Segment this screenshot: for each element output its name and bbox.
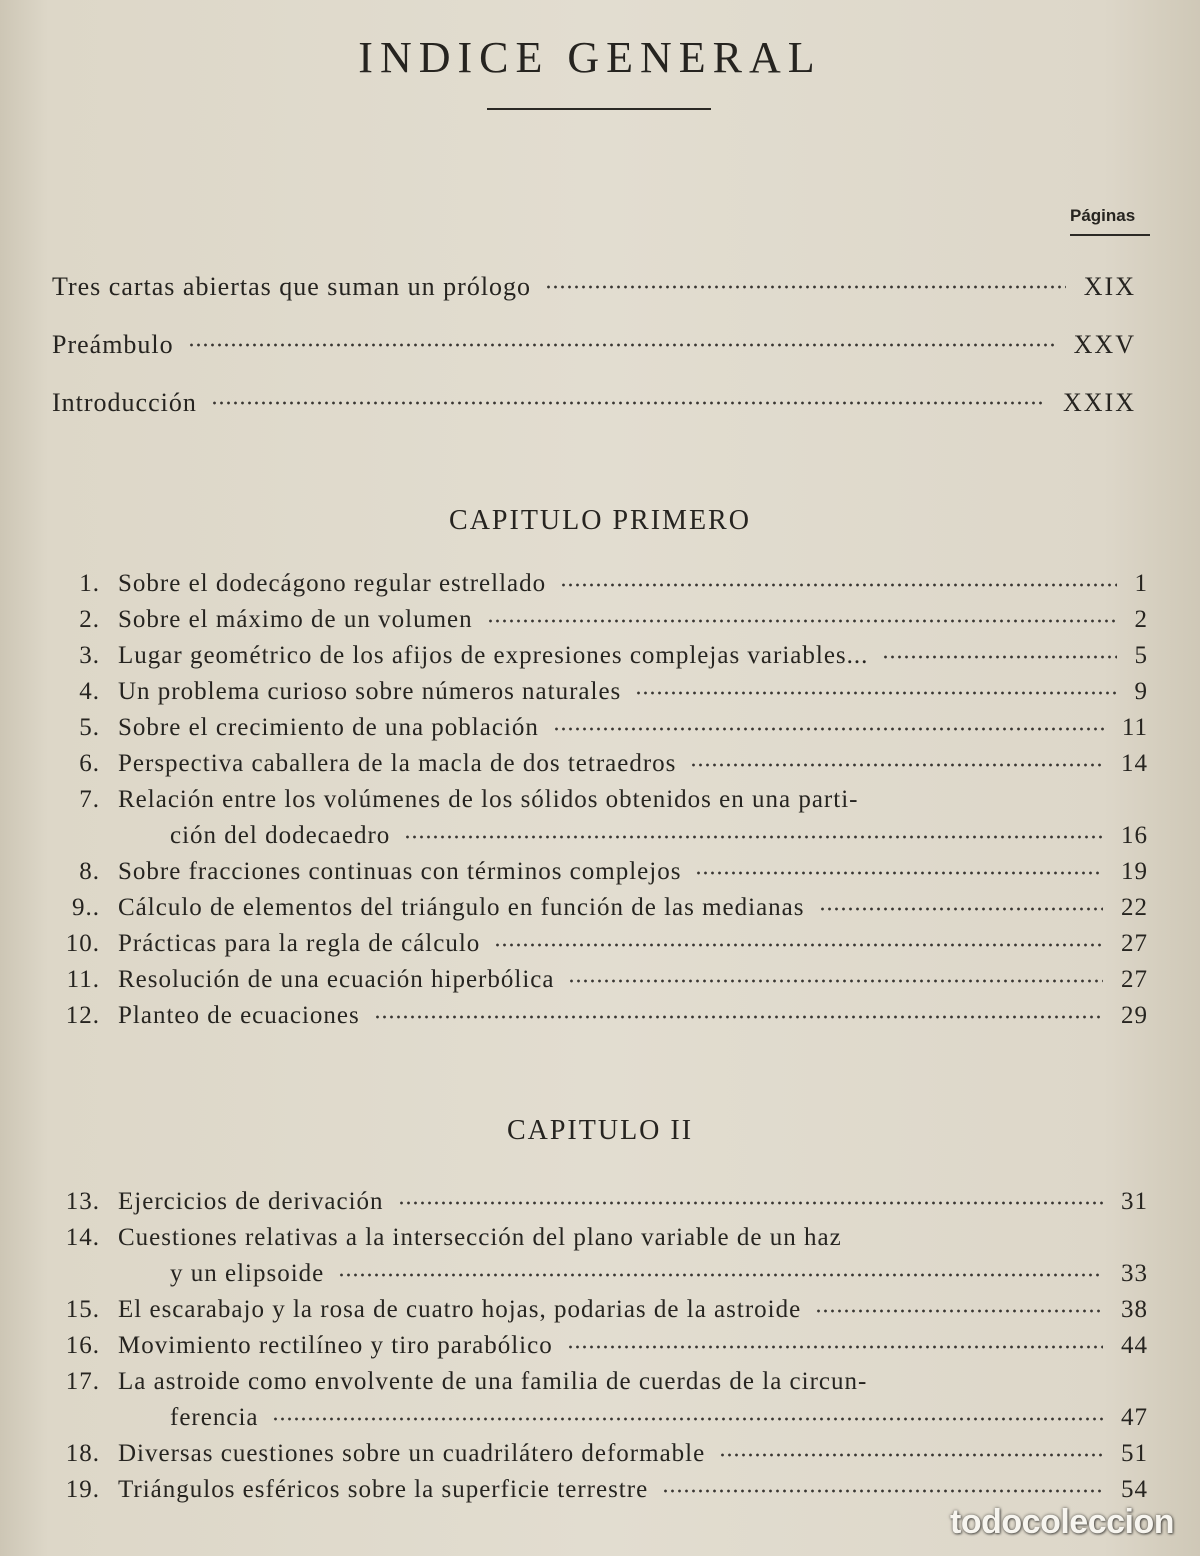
entry-title: Preámbulo bbox=[52, 330, 174, 359]
entry-title: Prácticas para la regla de cálculo bbox=[118, 930, 481, 957]
toc-item-continuation bbox=[0, 1260, 1200, 1294]
entry-title: Un problema curioso sobre números naturales bbox=[118, 678, 622, 705]
page-number: 33 bbox=[1121, 1260, 1148, 1287]
item-number: 18. bbox=[65, 1440, 100, 1467]
dot-leader bbox=[819, 904, 1103, 914]
item-number: 8. bbox=[79, 858, 100, 885]
item-number: 17. bbox=[65, 1368, 100, 1395]
item-number: 1. bbox=[79, 570, 100, 597]
page-number: 2 bbox=[1134, 606, 1148, 633]
dot-leader bbox=[690, 760, 1103, 770]
toc-item bbox=[0, 606, 1200, 640]
item-number: 19. bbox=[65, 1476, 100, 1503]
item-number: 16. bbox=[65, 1332, 100, 1359]
page-number: 51 bbox=[1121, 1440, 1148, 1467]
dot-leader bbox=[882, 652, 1117, 662]
toc-item bbox=[0, 786, 1200, 820]
item-number: 10. bbox=[65, 930, 100, 957]
item-number: 15. bbox=[65, 1296, 100, 1323]
toc-item bbox=[0, 1368, 1200, 1402]
title-underline bbox=[487, 108, 711, 110]
page-number: 47 bbox=[1121, 1404, 1148, 1431]
dot-leader bbox=[272, 1414, 1103, 1424]
entry-title-continued: ferencia bbox=[170, 1404, 259, 1431]
page-number: XIX bbox=[1083, 272, 1136, 301]
toc-item bbox=[0, 894, 1200, 928]
entry-title: Movimiento rectilíneo y tiro parabólico bbox=[118, 1332, 553, 1359]
page-number: 31 bbox=[1121, 1188, 1148, 1215]
front-matter-entry bbox=[0, 388, 1200, 428]
entry-title: Lugar geométrico de los afijos de expresiones complejas variables... bbox=[118, 642, 869, 669]
dot-leader bbox=[695, 868, 1103, 878]
dot-leader bbox=[719, 1450, 1103, 1460]
toc-item bbox=[0, 1296, 1200, 1330]
toc-item bbox=[0, 1440, 1200, 1474]
entry-title: Perspectiva caballera de la macla de dos tetraedros bbox=[118, 750, 677, 777]
dot-leader bbox=[553, 724, 1104, 734]
dot-leader bbox=[374, 1012, 1103, 1022]
front-matter-entry bbox=[0, 330, 1200, 370]
dot-leader bbox=[211, 398, 1045, 408]
entry-title: Resolución de una ecuación hiperbólica bbox=[118, 966, 555, 993]
entry-title: Planteo de ecuaciones bbox=[118, 1002, 360, 1029]
page-number: 38 bbox=[1121, 1296, 1148, 1323]
entry-title: Introducción bbox=[52, 388, 197, 417]
page-number: 14 bbox=[1121, 750, 1148, 777]
page-number: 44 bbox=[1121, 1332, 1148, 1359]
item-number: 14. bbox=[65, 1224, 100, 1251]
item-number: 6. bbox=[79, 750, 100, 777]
entry-title: Triángulos esféricos sobre la superficie terrestre bbox=[118, 1476, 649, 1503]
page-number: 9 bbox=[1134, 678, 1148, 705]
dot-leader bbox=[545, 282, 1066, 292]
entry-title: El escarabajo y la rosa de cuatro hojas, podarias de la astroide bbox=[118, 1296, 802, 1323]
dot-leader bbox=[567, 1342, 1103, 1352]
page-title: INDICE GENERAL bbox=[358, 33, 822, 82]
dot-leader bbox=[494, 940, 1103, 950]
page-number: XXIX bbox=[1063, 388, 1136, 417]
page-number: 29 bbox=[1121, 1002, 1148, 1029]
page-number: 27 bbox=[1121, 930, 1148, 957]
entry-title-continued: y un elipsoide bbox=[170, 1260, 325, 1287]
dot-leader bbox=[662, 1486, 1103, 1496]
item-number: 2. bbox=[79, 606, 100, 633]
dot-leader bbox=[404, 832, 1103, 842]
page-number: 19 bbox=[1121, 858, 1148, 885]
dot-leader bbox=[487, 616, 1117, 626]
entry-title: Cuestiones relativas a la intersección del plano variable de un haz bbox=[118, 1224, 842, 1251]
item-number: 12. bbox=[65, 1002, 100, 1029]
chapter-heading: CAPITULO PRIMERO bbox=[449, 505, 751, 536]
front-matter-entry bbox=[0, 272, 1200, 312]
item-number: 13. bbox=[65, 1188, 100, 1215]
page-number: 11 bbox=[1121, 714, 1148, 741]
page-number: 22 bbox=[1121, 894, 1148, 921]
toc-item bbox=[0, 966, 1200, 1000]
entry-title: Ejercicios de derivación bbox=[118, 1188, 384, 1215]
dot-leader bbox=[338, 1270, 1103, 1280]
page-number: 54 bbox=[1121, 1476, 1148, 1503]
toc-item bbox=[0, 858, 1200, 892]
toc-item bbox=[0, 1332, 1200, 1366]
item-number: 3. bbox=[79, 642, 100, 669]
toc-item bbox=[0, 930, 1200, 964]
dot-leader bbox=[568, 976, 1103, 986]
item-number: 11. bbox=[66, 966, 100, 993]
dot-leader bbox=[815, 1306, 1103, 1316]
dot-leader bbox=[560, 580, 1117, 590]
entry-title-continued: ción del dodecaedro bbox=[170, 822, 391, 849]
entry-title: Tres cartas abiertas que suman un prólogo bbox=[52, 272, 532, 301]
item-number: 9.. bbox=[72, 894, 100, 921]
chapter-heading: CAPITULO II bbox=[506, 1115, 694, 1146]
watermark-logo: todocoleccion bbox=[950, 1503, 1174, 1541]
item-number: 5. bbox=[79, 714, 100, 741]
item-number: 7. bbox=[79, 786, 100, 813]
page-number: XXV bbox=[1073, 330, 1136, 359]
toc-item-continuation bbox=[0, 822, 1200, 856]
toc-item bbox=[0, 714, 1200, 748]
dot-leader bbox=[188, 340, 1056, 350]
entry-title: Sobre el crecimiento de una población bbox=[118, 714, 539, 741]
toc-item bbox=[0, 678, 1200, 712]
entry-title: Diversas cuestiones sobre un cuadrilátero deformable bbox=[118, 1440, 706, 1467]
entry-title: Cálculo de elementos del triángulo en función de las medianas bbox=[118, 894, 805, 921]
dot-leader bbox=[635, 688, 1117, 698]
entry-title: Relación entre los volúmenes de los sólidos obtenidos en una parti- bbox=[118, 786, 859, 813]
entry-title: La astroide como envolvente de una familia de cuerdas de la circun- bbox=[118, 1368, 868, 1395]
pages-header-underline bbox=[1070, 234, 1150, 236]
page-number: 1 bbox=[1134, 570, 1148, 597]
entry-title: Sobre fracciones continuas con términos complejos bbox=[118, 858, 682, 885]
toc-item-continuation bbox=[0, 1404, 1200, 1438]
toc-item bbox=[0, 1224, 1200, 1258]
page-number: 16 bbox=[1121, 822, 1148, 849]
pages-column-header: Páginas bbox=[1070, 206, 1136, 225]
item-number: 4. bbox=[79, 678, 100, 705]
toc-item bbox=[0, 570, 1200, 604]
dot-leader bbox=[398, 1198, 1103, 1208]
toc-item bbox=[0, 750, 1200, 784]
toc-item bbox=[0, 1002, 1200, 1036]
toc-item bbox=[0, 1188, 1200, 1222]
toc-item bbox=[0, 642, 1200, 676]
entry-title: Sobre el máximo de un volumen bbox=[118, 606, 473, 633]
page-number: 27 bbox=[1121, 966, 1148, 993]
page-number: 5 bbox=[1134, 642, 1148, 669]
entry-title: Sobre el dodecágono regular estrellado bbox=[118, 570, 547, 597]
